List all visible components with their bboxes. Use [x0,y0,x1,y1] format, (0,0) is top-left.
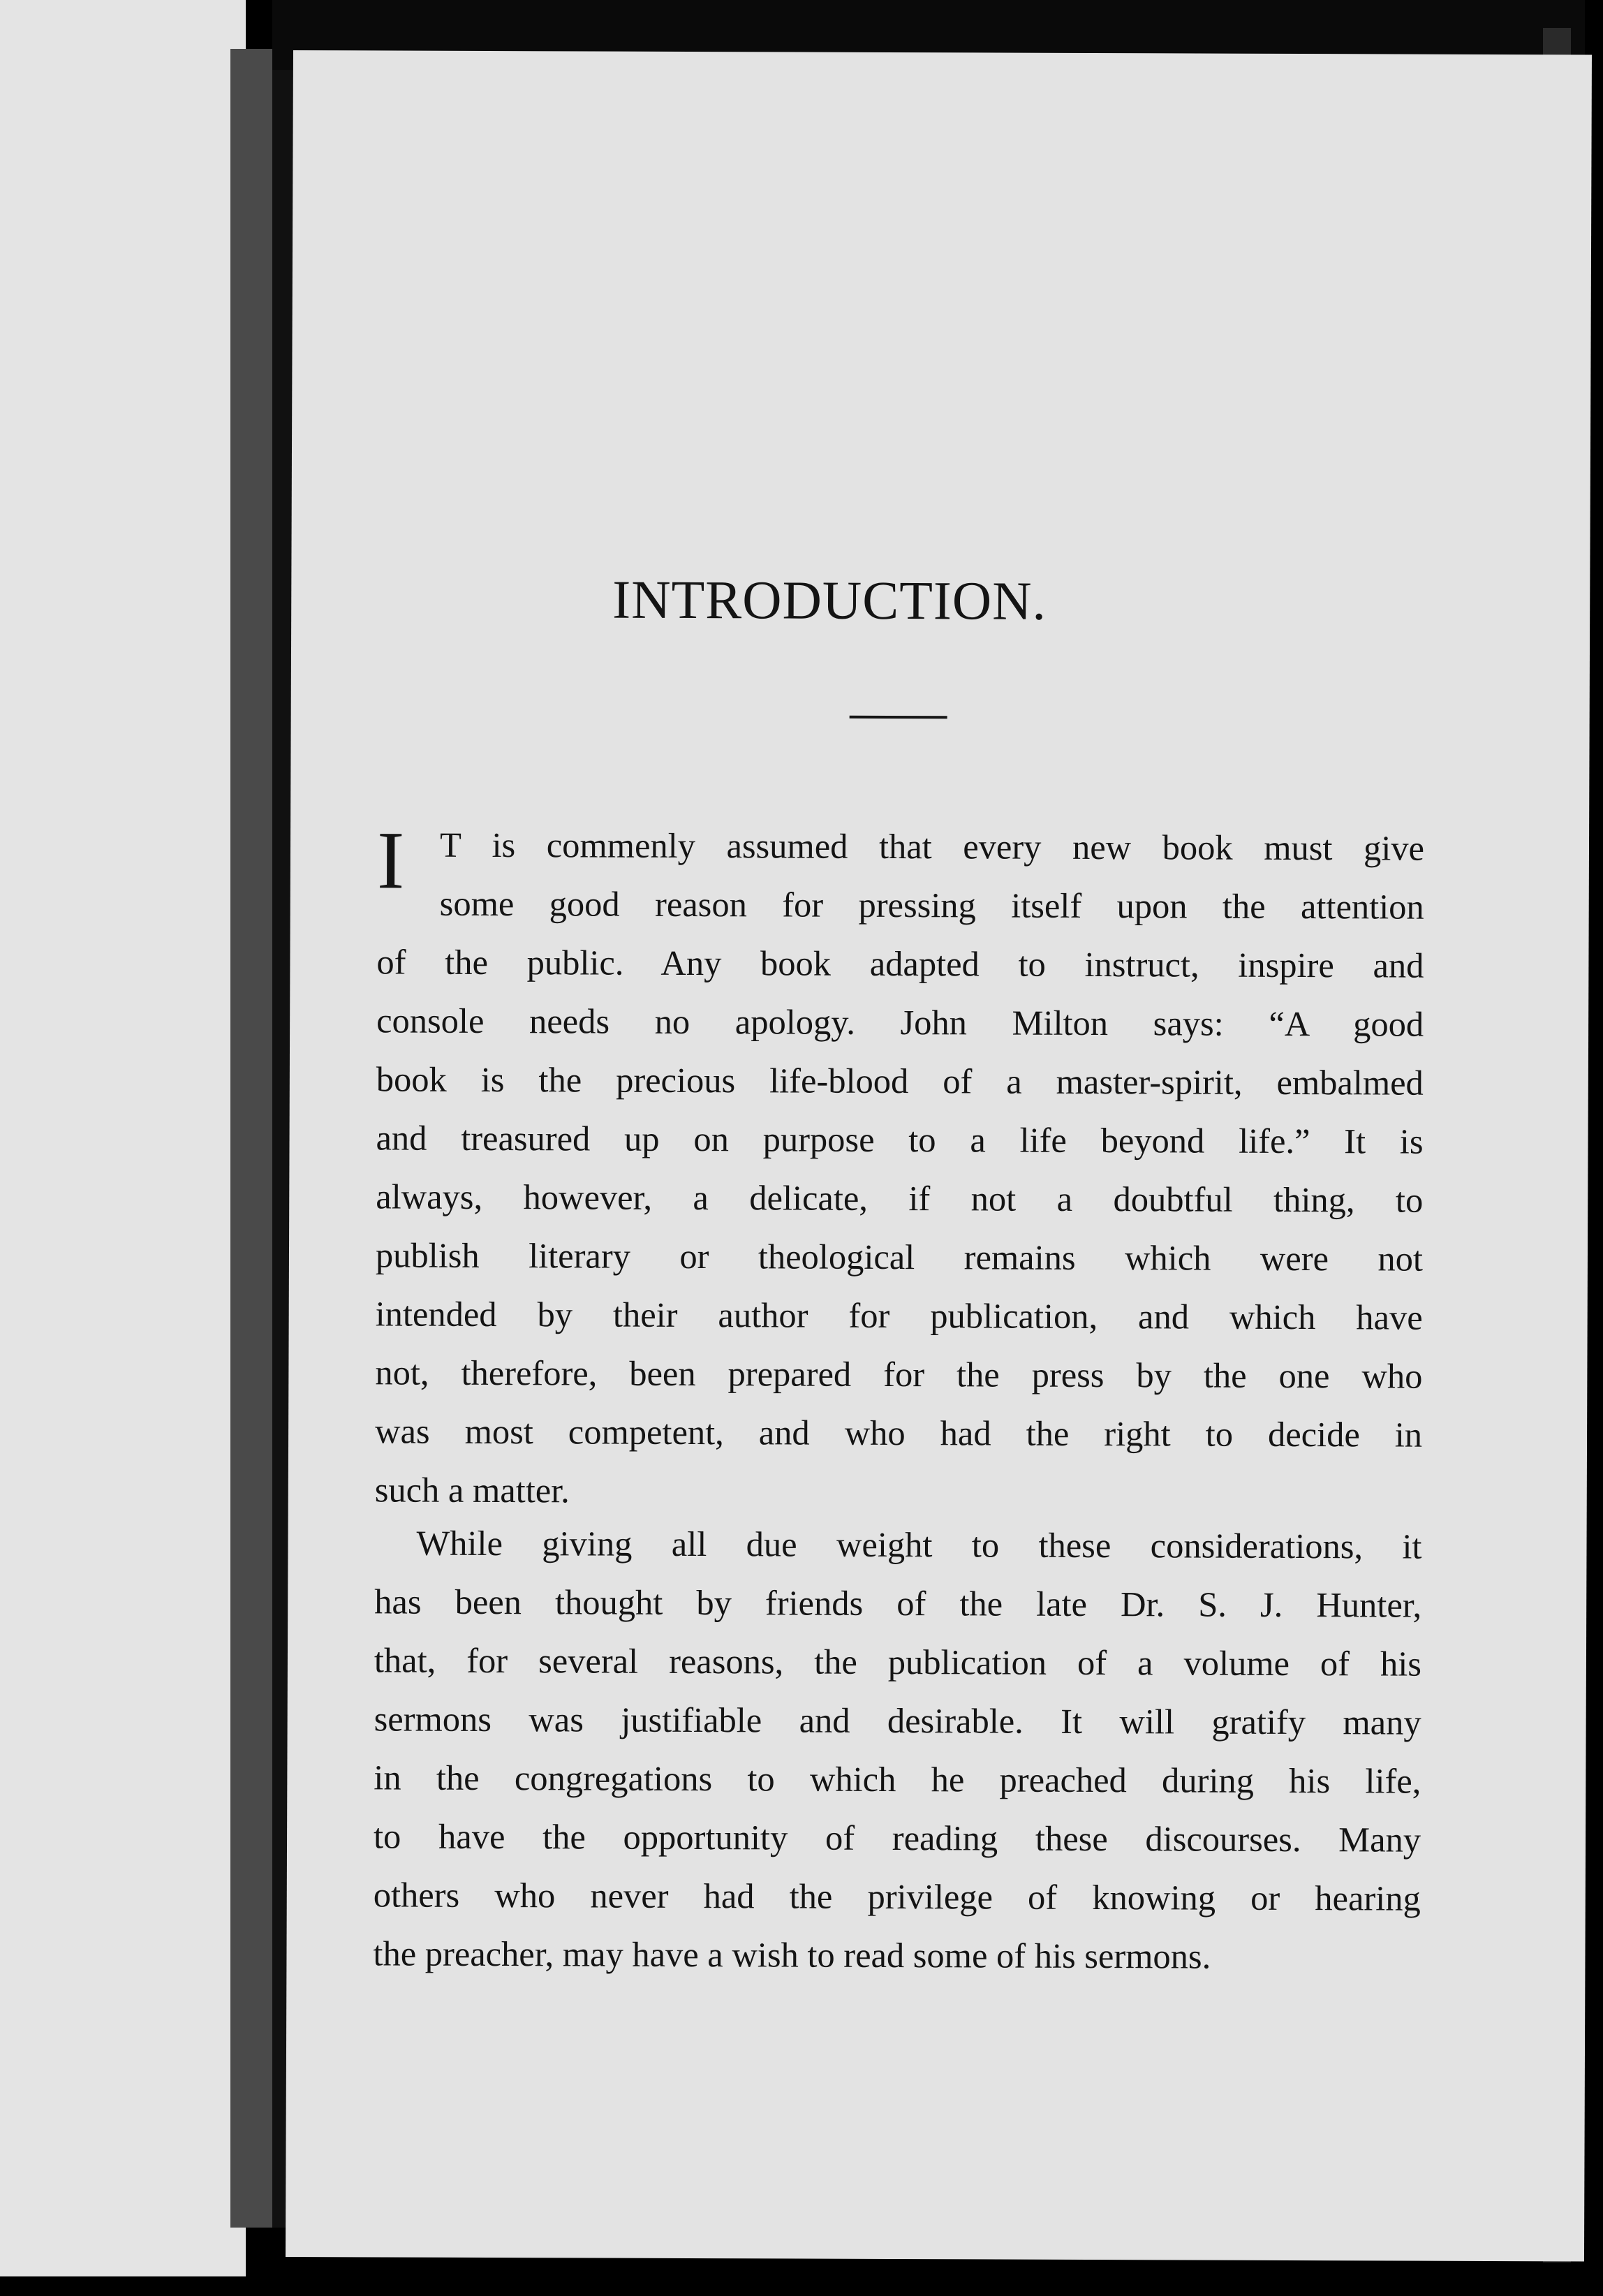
line-text: T is commenly assumed that every new book must give [439,825,1425,868]
paragraph-line: was most competent, and who had the right to decide in [375,1411,1423,1455]
paragraph-line: some good reason for pressing itself upon the attention [439,883,1424,927]
book-spine [230,49,272,2228]
paragraph-line: the preacher, may have a wish to read some of his sermons. [373,1934,1211,1976]
paragraph-line: console needs no apology. John Milton says: “A good [376,1001,1424,1044]
paragraph-2 [373,1513,1421,1986]
paragraph-line: has been thought by friends of the late Dr. S. J. Hunter, [374,1582,1422,1625]
title-rule [850,716,947,719]
paragraph-line: not, therefore, been prepared for the press by the one who [375,1353,1423,1396]
drop-cap: I [376,814,405,906]
paragraph-line: such a matter. [374,1470,570,1510]
paragraph-line: sermons was justifiable and desirable. It will gratify many [374,1699,1421,1742]
paragraph-1 [375,815,1425,1522]
paragraph-line: intended by their author for publication, and which have [375,1294,1423,1337]
right-page [286,50,1592,2261]
left-page-edge [0,0,246,2276]
paragraph-line: to have the opportunity of reading these discourses. Many [373,1816,1421,1860]
paragraph-line: book is the precious life-blood of a master-spirit, embalmed [376,1059,1424,1103]
paragraph-line: always, however, a delicate, if not a doubtful thing, to [376,1177,1424,1220]
paragraph-line: that, for several reasons, the publication of a volume of his [374,1640,1422,1684]
paragraph-line: While giving all due weight to these considerations, it [416,1523,1422,1566]
paragraph-line: others who never had the privilege of knowing or hearing [373,1875,1421,1918]
paragraph-line: in the congregations to which he preached during his life, [374,1758,1421,1801]
paragraph-line: of the public. Any book adapted to instruct, inspire and [376,942,1424,985]
page-title: INTRODUCTION. [612,568,1047,631]
paragraph-line: publish literary or theological remains which were not [375,1235,1424,1279]
paragraph-line: and treasured up on purpose to a life beyond life.” It is [376,1118,1424,1161]
